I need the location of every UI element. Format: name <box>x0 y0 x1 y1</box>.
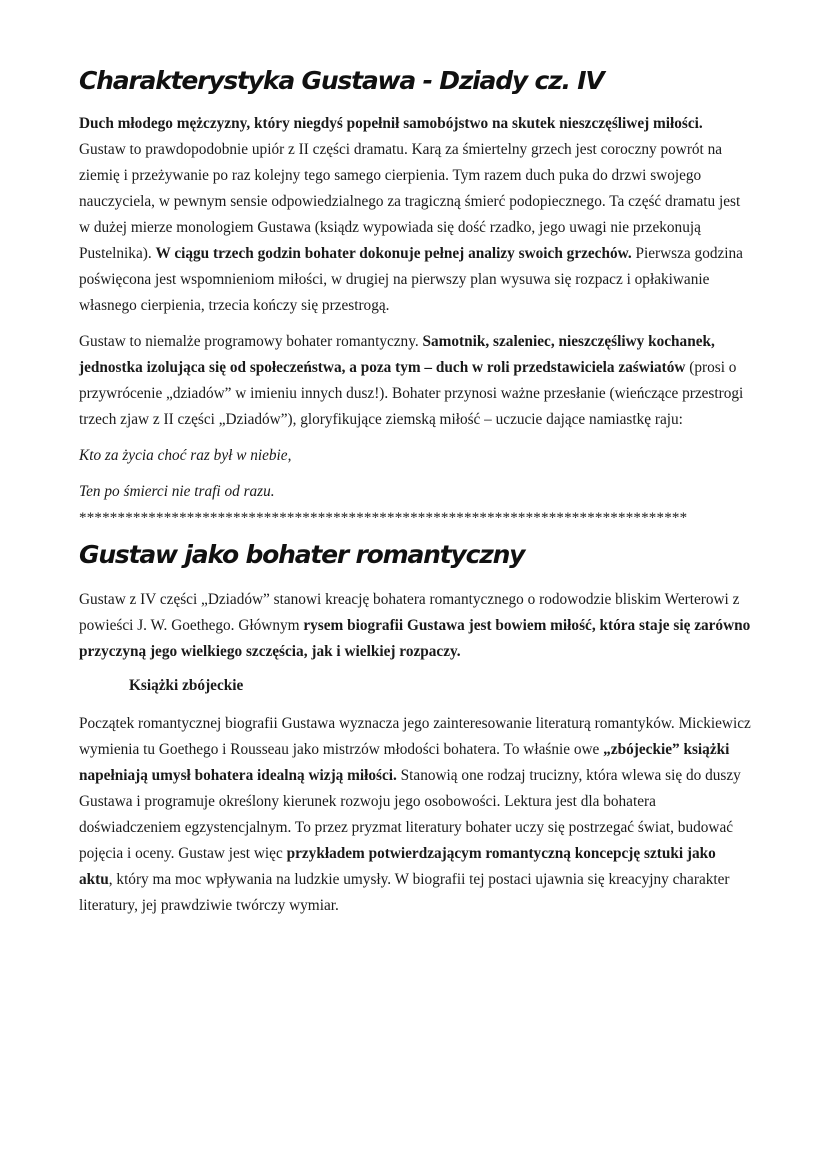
document-page <box>79 60 751 929</box>
asterisk-separator: ******************************************************************************* <box>79 510 688 526</box>
verse-line-2: Ten po śmierci nie trafi od razu. <box>79 483 275 500</box>
bold-span: przykładem potwierdzającym romantyczną koncepcję sztuki jako aktu <box>79 845 716 888</box>
text-span: Początek romantycznej biografii Gustawa wyznacza jego zainteresowanie literaturą romantyków. Mickiewicz wymienia tu Goethego i Rousseau jako mistrzów młodości bohatera. To właśnie owe <box>79 715 751 758</box>
text-span: (prosi o przywrócenie „dziadów” w imieniu innych dusz!). Bohater przynosi ważne przesłanie (wieńczące przestrogi trzech zjaw z II części „Dziadów”), gloryfikujące ziemską miłość – uczucie dające namiastkę raju: <box>79 359 744 428</box>
text-span: Gustaw z IV części „Dziadów” stanowi kreację bohatera romantycznego o rodowodzie bliskim Werterowi z powieści J. W. Goethego. Głównym <box>79 591 740 634</box>
text-span: Pierwsza godzina poświęcona jest wspomnieniom miłości, w drugiej na pierwszy plan wysuwa się rozpacz i opłakiwanie własnego cierpienia, trzecia kończy się przestrogą. <box>79 245 743 314</box>
section2-title: Gustaw jako bohater romantyczny <box>79 540 525 569</box>
bold-span: Samotnik, szaleniec, nieszczęśliwy kochanek, jednostka izolująca się od społeczeństwa, a poza tym – duch w roli przedstawiciela zaświatów <box>79 333 715 376</box>
bold-span: „zbójeckie” książki napełniają umysł bohatera idealną wizją miłości. <box>79 741 730 784</box>
bold-span: W ciągu trzech godzin bohater dokonuje pełnej analizy swoich grzechów. <box>155 245 632 262</box>
section1-paragraph-1 <box>79 111 751 319</box>
subheading-ksiazki-zbojeckie: Książki zbójeckie <box>129 677 244 694</box>
bold-span: rysem biografii Gustawa jest bowiem miłość, która staje się zarówno przyczyną jego wielkiego szczęścia, jak i wielkiej rozpaczy. <box>79 617 751 660</box>
section1-paragraph-2 <box>79 329 751 433</box>
bold-span: Duch młodego mężczyzny, który niegdyś popełnił samobójstwo na skutek nieszczęśliwej miłości. <box>79 115 703 132</box>
verse-line-1: Kto za życia choć raz był w niebie, <box>79 447 292 464</box>
text-span: , który ma moc wpływania na ludzkie umysły. W biografii tej postaci ujawnia się kreacyjny charakter literatury, jej prawdziwie twórczy wymiar. <box>79 871 730 914</box>
section2-paragraph-1 <box>79 587 751 665</box>
text-span: Stanowią one rodzaj trucizny, która wlewa się do duszy Gustawa i programuje określony kierunek rozwoju jego osobowości. Lektura jest dla bohatera doświadczeniem egzystencjalnym. To przez pryzmat literatury bohater uczy się postrzegać świat, budować pojęcia i oceny. Gustaw jest więc <box>79 767 741 862</box>
section2-paragraph-2 <box>79 711 751 919</box>
section1-title: Charakterystyka Gustawa - Dziady cz. IV <box>79 66 604 95</box>
text-span: Gustaw to niemalże programowy bohater romantyczny. <box>79 333 423 350</box>
text-span: Gustaw to prawdopodobnie upiór z II części dramatu. Karą za śmiertelny grzech jest coroczny powrót na ziemię i przeżywanie po raz kolejny tego samego cierpienia. Tym razem duch puka do drzwi swojego nauczyciela, w pewnym sensie odpowiedzialnego za tragiczną śmierć podopiecznego. Ta część dramatu jest w dużej mierze monologiem Gustawa (ksiądz wypowiada się dość rzadko, jego uwagi nie przekonują Pustelnika). <box>79 141 741 262</box>
